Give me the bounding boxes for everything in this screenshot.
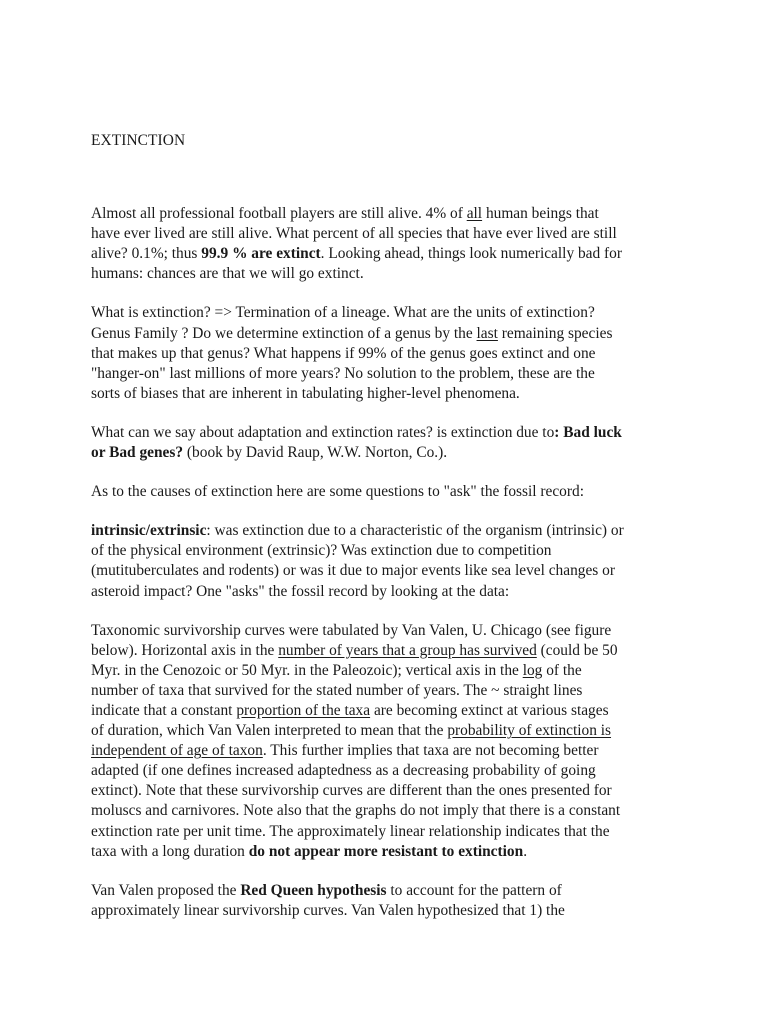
underlined-text: log: [522, 661, 543, 679]
text-line: humans: chances are that we will go extinct.: [91, 265, 364, 283]
text-line: number of taxa that survived for the stated number of years. The ~ straight lines: [91, 681, 583, 699]
bold-text: intrinsic/extrinsic: [91, 522, 207, 540]
text-line: "hanger-on" last millions of more years? No solution to the problem, these are the: [91, 364, 595, 382]
text-run: to account for the pattern of: [386, 881, 562, 899]
underlined-text: last: [476, 324, 498, 342]
text-line: [91, 881, 681, 901]
text-run: remaining species: [497, 324, 613, 342]
text-line: extinct). Note that these survivorship curves are different than the ones presented for: [91, 782, 612, 800]
bold-text: : Bad luck: [554, 423, 622, 441]
underlined-text: all: [466, 205, 483, 223]
paragraph-survivorship-curves: [91, 621, 681, 862]
text-line: [91, 244, 681, 264]
text-run: . Looking ahead, things look numerically bad for: [320, 245, 622, 263]
bold-text: Red Queen hypothesis: [240, 881, 387, 899]
text-run: are becoming extinct at various stages: [370, 701, 609, 719]
text-run: of duration, which Van Valen interpreted to mean that the: [91, 722, 448, 740]
text-run: . This further implies that taxa are not becoming better: [262, 742, 599, 760]
text-line: [91, 521, 681, 541]
text-line: [91, 204, 681, 224]
paragraph-intrinsic-extrinsic: [91, 521, 681, 601]
text-line: extinction rate per unit time. The approximately linear relationship indicates that the: [91, 822, 610, 840]
bold-text: or Bad genes?: [91, 444, 184, 462]
text-line: adapted (if one defines increased adaptedness as a decreasing probability of going: [91, 762, 596, 780]
paragraph-what-is-extinction: [91, 303, 681, 403]
text-run: Van Valen proposed the: [91, 881, 241, 899]
document-title: EXTINCTION: [91, 132, 186, 149]
text-line: (mutituberculates and rodents) or was it due to major events like sea level changes or: [91, 562, 615, 580]
text-run: human beings that: [482, 205, 599, 223]
paragraph-intro: [91, 204, 681, 284]
text-run: (could be 50: [536, 641, 618, 659]
underlined-text: independent of age of taxon: [91, 742, 263, 760]
text-line: asteroid impact? One "asks" the fossil record by looking at the data:: [91, 582, 510, 600]
text-line: [91, 721, 681, 741]
text-line: have ever lived are still alive. What percent of all species that have ever lived are still: [91, 225, 617, 243]
text-run: What can we say about adaptation and extinction rates? is extinction due to: [91, 423, 555, 441]
text-run: alive? 0.1%; thus: [91, 245, 202, 263]
text-line: moluscs and carnivores. Note also that the graphs do not imply that there is a constant: [91, 802, 621, 820]
underlined-text: number of years that a group has survived: [278, 641, 537, 659]
text-line: [91, 423, 681, 443]
text-run: indicate that a constant: [91, 701, 237, 719]
text-line: [91, 741, 681, 761]
text-run: of the: [542, 661, 582, 679]
bold-text: do not appear more resistant to extinction: [248, 842, 524, 860]
paragraph-adaptation: [91, 423, 681, 463]
text-run: taxa with a long duration: [91, 842, 249, 860]
paragraph-red-queen: [91, 881, 681, 921]
text-line: that makes up that genus? What happens if 99% of the genus goes extinct and one: [91, 344, 596, 362]
text-run: .: [523, 842, 528, 860]
text-run: Myr. in the Cenozoic or 50 Myr. in the Paleozoic); vertical axis in the: [91, 661, 523, 679]
text-run: : was extinction due to a characteristic of the organism (intrinsic) or: [206, 522, 624, 540]
text-run: (book by David Raup, W.W. Norton, Co.).: [183, 444, 448, 462]
text-line: approximately linear survivorship curves. Van Valen hypothesized that 1) the: [91, 901, 565, 919]
text-run: below). Horizontal axis in the: [91, 641, 279, 659]
text-line: Taxonomic survivorship curves were tabulated by Van Valen, U. Chicago (see figure: [91, 621, 612, 639]
text-line: As to the causes of extinction here are some questions to "ask" the fossil record:: [91, 483, 584, 501]
text-line: [91, 701, 681, 721]
document-page: [91, 131, 681, 921]
text-line: [91, 324, 681, 344]
text-run: Almost all professional football players are still alive. 4% of: [91, 205, 467, 223]
text-line: [91, 443, 681, 463]
text-line: [91, 842, 681, 862]
text-line: [91, 661, 681, 681]
text-line: What is extinction? => Termination of a lineage. What are the units of extinction?: [91, 304, 595, 322]
text-run: Genus Family ? Do we determine extinction of a genus by the: [91, 324, 477, 342]
underlined-text: probability of extinction is: [447, 722, 612, 740]
text-line: sorts of biases that are inherent in tabulating higher-level phenomena.: [91, 384, 520, 402]
text-line: of the physical environment (extrinsic)? Was extinction due to competition: [91, 542, 552, 560]
paragraph-causes: [91, 482, 681, 502]
underlined-text: proportion of the taxa: [236, 701, 371, 719]
text-line: [91, 641, 681, 661]
bold-text: 99.9 % are extinct: [201, 245, 321, 263]
